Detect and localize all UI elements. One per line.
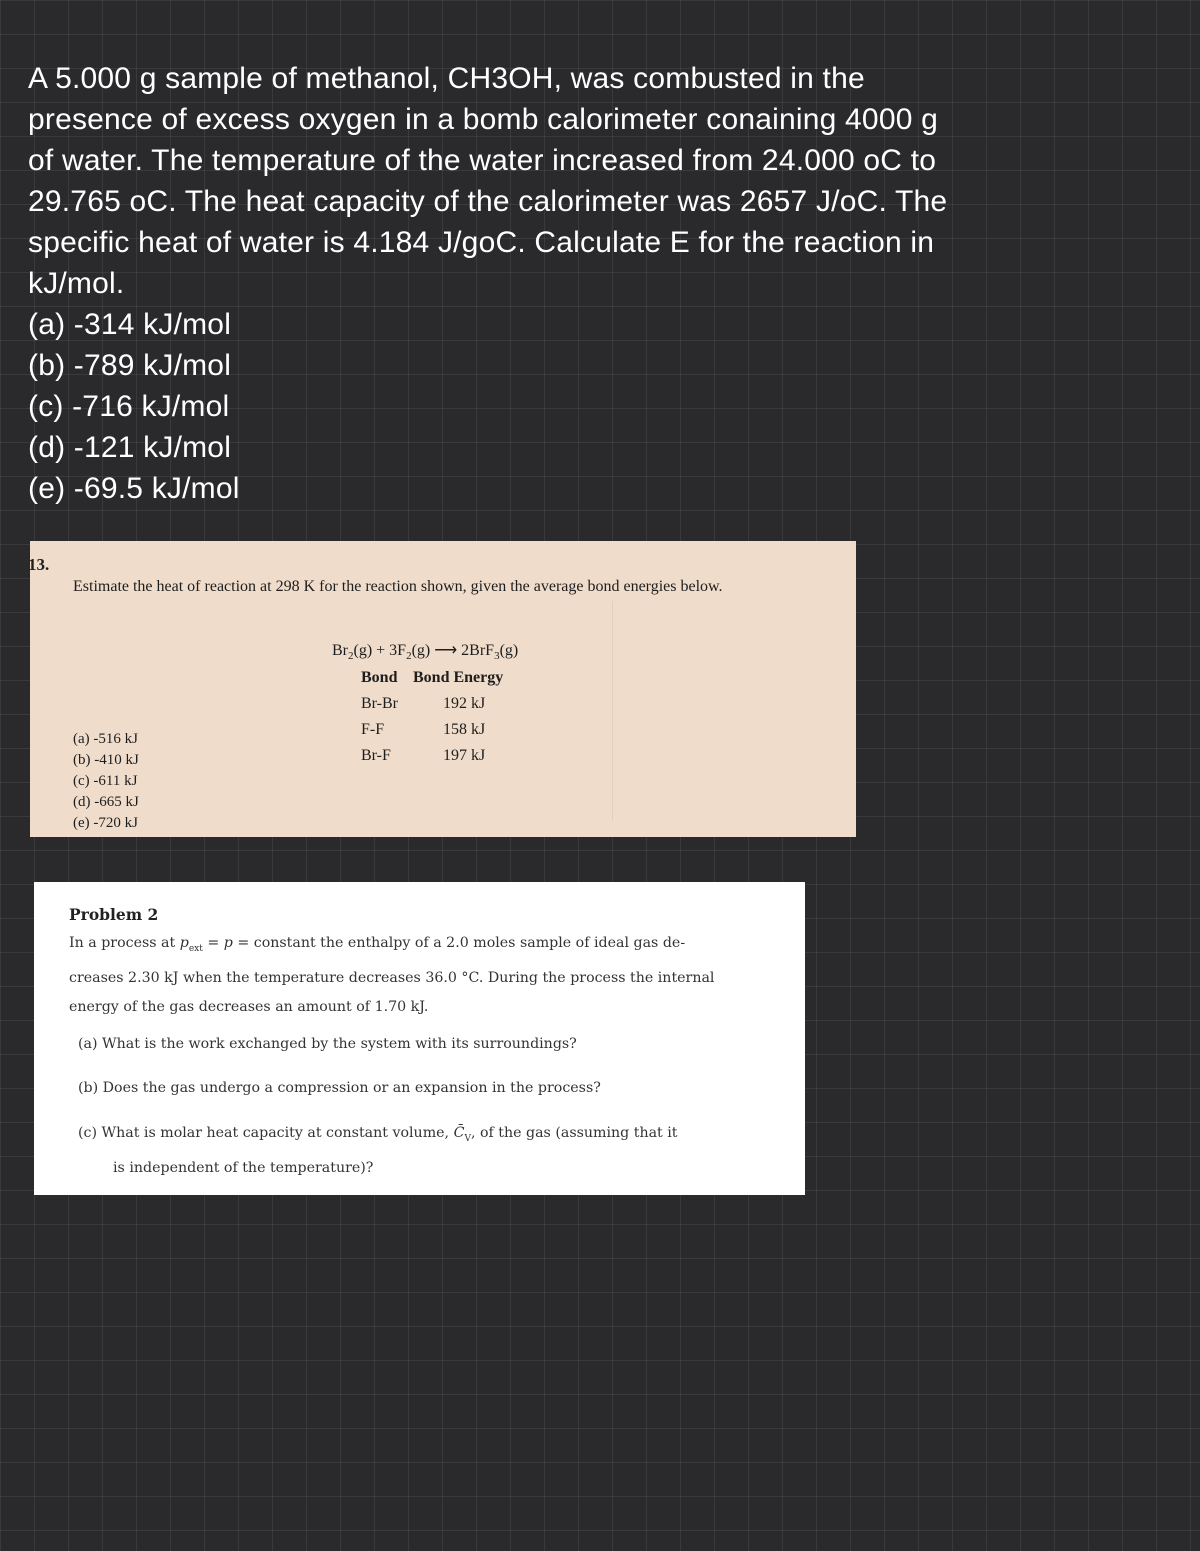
question-1-line: kJ/mol. bbox=[28, 267, 125, 300]
question-1-option-e: (e) -69.5 kJ/mol bbox=[28, 472, 240, 505]
question-13-prompt: Estimate the heat of reaction at 298 K for the reaction shown, given the average bond energies below. bbox=[73, 578, 723, 595]
table-row bbox=[361, 743, 503, 769]
eq-part: (g) bbox=[499, 642, 519, 659]
text: , of the gas (assuming that it bbox=[470, 1125, 678, 1141]
problem-2-card bbox=[34, 882, 805, 1195]
question-13-option-d: (d) -665 kJ bbox=[73, 794, 139, 810]
question-1-option-a: (a) -314 kJ/mol bbox=[28, 308, 232, 341]
table-cell: 192 kJ bbox=[443, 695, 486, 712]
text: (c) What is molar heat capacity at constant volume, bbox=[78, 1125, 454, 1141]
eq-subscript: 2 bbox=[406, 650, 412, 663]
table-row bbox=[361, 717, 503, 743]
question-13-option-b: (b) -410 kJ bbox=[73, 752, 139, 768]
text: = constant the enthalpy of a 2.0 moles sample of ideal gas de- bbox=[232, 935, 686, 951]
reaction-equation bbox=[332, 640, 518, 662]
question-1-line: 29.765 oC. The heat capacity of the calorimeter was 2657 J/oC. The bbox=[28, 185, 948, 218]
symbol-cv: C̄ bbox=[453, 1125, 465, 1141]
body-line: energy of the gas decreases an amount of 1.70 kJ. bbox=[69, 998, 429, 1015]
table-cell: F-F bbox=[361, 721, 385, 738]
bond-energy-table bbox=[361, 665, 503, 769]
text: = bbox=[202, 935, 224, 951]
body-line: creases 2.30 kJ when the temperature decreases 36.0 °C. During the process the internal bbox=[69, 969, 715, 986]
problem-2-item-b: (b) Does the gas undergo a compression or an expansion in the process? bbox=[78, 1080, 601, 1096]
body-line bbox=[69, 929, 749, 964]
question-1-line: A 5.000 g sample of methanol, CH3OH, was combusted in the bbox=[28, 62, 865, 95]
question-1-option-b: (b) -789 kJ/mol bbox=[28, 349, 232, 382]
problem-2-body bbox=[69, 929, 749, 1022]
text: In a process at bbox=[69, 935, 180, 951]
question-13-option-a: (a) -516 kJ bbox=[73, 731, 138, 747]
table-row bbox=[361, 691, 503, 717]
question-1 bbox=[28, 58, 1108, 509]
symbol-sub: ext bbox=[188, 943, 203, 954]
table-header: Bond Energy bbox=[413, 669, 504, 686]
problem-2-item-a: (a) What is the work exchanged by the system with its surroundings? bbox=[78, 1036, 577, 1052]
question-13-card bbox=[30, 541, 856, 837]
question-1-option-d: (d) -121 kJ/mol bbox=[28, 431, 232, 464]
question-13-number: 13. bbox=[28, 555, 50, 574]
symbol-p: p bbox=[223, 935, 233, 951]
eq-subscript: 3 bbox=[494, 650, 500, 663]
table-header-row bbox=[361, 665, 503, 691]
question-1-option-c: (c) -716 kJ/mol bbox=[28, 390, 230, 423]
text: is independent of the temperature)? bbox=[113, 1159, 374, 1176]
question-1-text bbox=[28, 58, 1108, 304]
eq-part: Br bbox=[332, 642, 348, 659]
question-13-option-c: (c) -611 kJ bbox=[73, 773, 138, 789]
divider bbox=[612, 601, 613, 821]
question-1-line: presence of excess oxygen in a bomb calorimeter conaining 4000 g bbox=[28, 103, 939, 136]
eq-subscript: 2 bbox=[348, 650, 354, 663]
question-13-options bbox=[73, 729, 139, 834]
eq-part: (g) + 3F bbox=[353, 642, 407, 659]
question-13-option-e: (e) -720 kJ bbox=[73, 815, 138, 831]
table-cell: Br-Br bbox=[361, 695, 399, 712]
question-1-line: specific heat of water is 4.184 J/goC. Calculate E for the reaction in bbox=[28, 226, 935, 259]
table-cell: 197 kJ bbox=[443, 747, 486, 764]
table-cell: 158 kJ bbox=[443, 721, 486, 738]
problem-2-item-c bbox=[78, 1119, 758, 1183]
question-1-line: of water. The temperature of the water increased from 24.000 oC to bbox=[28, 144, 937, 177]
symbol-sub: V bbox=[464, 1133, 471, 1144]
table-cell: Br-F bbox=[361, 747, 391, 764]
eq-part: (g) ⟶ 2BrF bbox=[411, 642, 495, 659]
table-header: Bond bbox=[361, 669, 398, 686]
problem-2-title: Problem 2 bbox=[69, 905, 159, 924]
symbol-p: p bbox=[179, 935, 189, 951]
